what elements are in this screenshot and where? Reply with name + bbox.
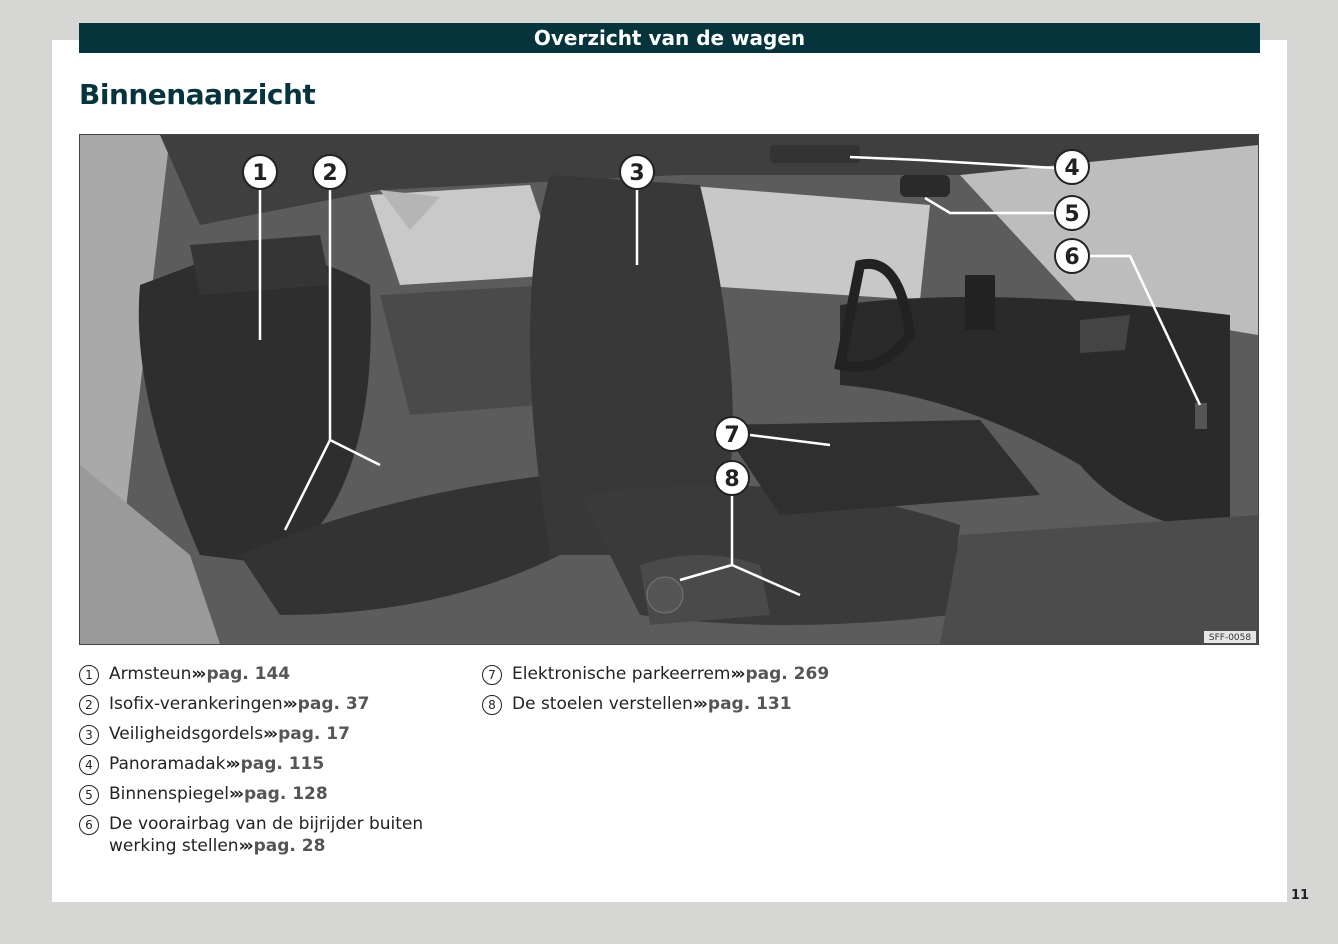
legend-item: [79, 663, 459, 685]
page-reference-link[interactable]: pag. 17: [278, 724, 350, 744]
center-display: [965, 275, 995, 330]
page-reference-link[interactable]: pag. 269: [745, 664, 830, 684]
page-title: Binnenaanzicht: [79, 78, 316, 111]
svg-text:2: 2: [322, 161, 338, 186]
legend-item: [482, 693, 882, 715]
callout-5: [1055, 196, 1089, 230]
cross-reference-arrows: ›››: [692, 694, 705, 714]
callout-1: [243, 155, 277, 189]
callout-8: [715, 461, 749, 495]
legend-item: [79, 753, 459, 775]
legend-item: [79, 783, 459, 805]
airbag-switch: [1195, 403, 1207, 429]
rear-door-panel: [380, 285, 550, 415]
page-reference-link[interactable]: pag. 131: [707, 694, 792, 714]
rear-view-mirror: [900, 175, 950, 197]
page-reference-link[interactable]: pag. 128: [244, 784, 328, 804]
callout-4: [1055, 150, 1089, 184]
callout-7: [715, 417, 749, 451]
legend-number: 4: [79, 755, 99, 775]
svg-text:1: 1: [252, 161, 268, 186]
cross-reference-arrows: ›››: [228, 784, 242, 804]
cross-reference-arrows: ›››: [282, 694, 295, 714]
svg-text:6: 6: [1064, 245, 1080, 270]
figure-code: SFF-0058: [1208, 633, 1252, 643]
section-header: Overzicht van de wagen: [79, 23, 1260, 53]
legend-label: De stoelen verstellen: [512, 694, 693, 714]
svg-text:4: 4: [1064, 156, 1080, 181]
legend-number: 3: [79, 725, 99, 745]
legend-item: [79, 813, 459, 857]
legend-number: 5: [79, 785, 99, 805]
legend-label: De voorairbag van de bijrijder buiten werking stellen: [109, 814, 424, 856]
page-reference-link[interactable]: pag. 115: [240, 754, 325, 774]
legend-number: 6: [79, 815, 99, 835]
legend-item: [79, 693, 459, 715]
legend-label: Panoramadak: [109, 754, 226, 774]
page-number: 11: [1291, 888, 1310, 903]
legend-item: [482, 663, 882, 685]
cross-reference-arrows: ›››: [263, 724, 276, 744]
legend-left: [79, 663, 459, 865]
svg-text:5: 5: [1064, 202, 1080, 227]
legend-number: 2: [79, 695, 99, 715]
legend-right: [482, 663, 882, 723]
legend-label: Isofix-verankeringen: [109, 694, 283, 714]
roof-console: [770, 145, 860, 163]
callout-2: [313, 155, 347, 189]
cross-reference-arrows: ›››: [238, 836, 251, 856]
svg-text:8: 8: [724, 467, 740, 492]
legend-label: Veiligheidsgordels: [109, 724, 264, 744]
page-reference-link[interactable]: pag. 144: [206, 664, 291, 684]
interior-illustration: [79, 134, 1259, 645]
legend-label: Armsteun: [109, 664, 192, 684]
svg-text:7: 7: [724, 423, 740, 448]
legend-number: 8: [482, 695, 502, 715]
air-vent: [1080, 315, 1130, 353]
page-reference-link[interactable]: pag. 28: [253, 836, 326, 856]
cross-reference-arrows: ›››: [191, 664, 204, 684]
legend-number: 7: [482, 665, 502, 685]
legend-label: Binnenspiegel: [109, 784, 229, 804]
callout-3: [620, 155, 654, 189]
floor-mat: [940, 515, 1258, 644]
callout-6: [1055, 239, 1089, 273]
legend-number: 1: [79, 665, 99, 685]
page-reference-link[interactable]: pag. 37: [297, 694, 370, 714]
svg-text:3: 3: [629, 161, 645, 186]
legend-item: [79, 723, 459, 745]
cross-reference-arrows: ›››: [730, 664, 743, 684]
legend-label: Elektronische parkeerrem: [512, 664, 731, 684]
cross-reference-arrows: ›››: [225, 754, 238, 774]
